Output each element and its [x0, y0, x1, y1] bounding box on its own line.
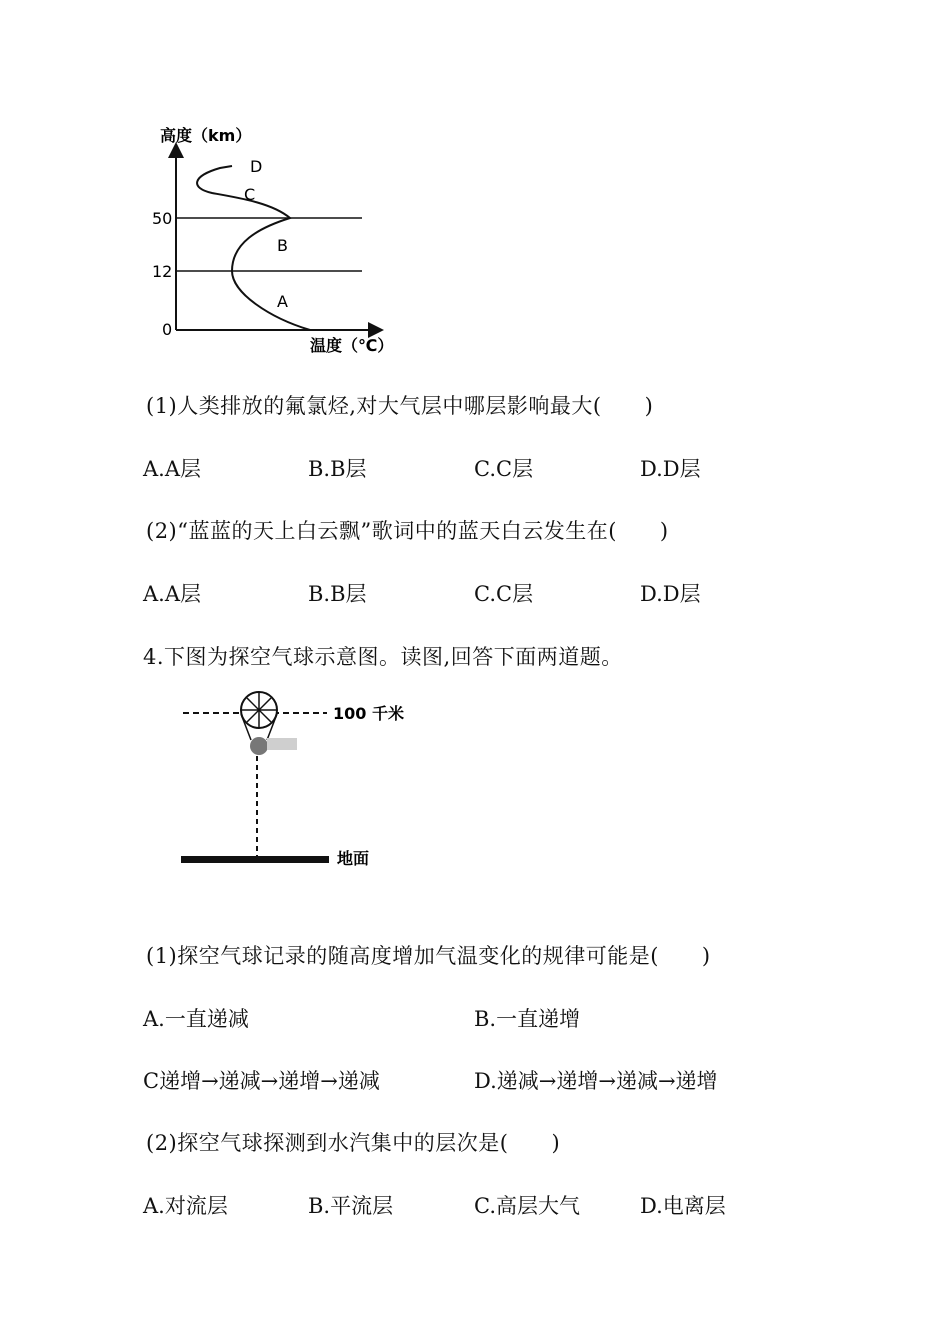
x-axis-label: 温度（℃） — [310, 336, 394, 355]
q3-1-option-d: D.D层 — [640, 457, 701, 481]
question-4-2-stem: (2)探空气球探测到水汽集中的层次是( ) — [146, 1131, 561, 1155]
sounding-balloon-diagram — [175, 688, 415, 873]
q3-1-option-b: B.B层 — [308, 457, 367, 481]
q4-1-option-a: A.一直递减 — [143, 1007, 249, 1031]
q3-1-option-c: C.C层 — [474, 457, 534, 481]
q3-2-option-a: A.A层 — [143, 582, 202, 606]
q3-2-option-c: C.C层 — [474, 582, 534, 606]
question-3-2-stem: (2)“蓝蓝的天上白云飘”歌词中的蓝天白云发生在( ) — [146, 519, 669, 543]
tick-label-0: 0 — [162, 320, 173, 339]
q3-2-option-d: D.D层 — [640, 582, 701, 606]
q4-1-option-c: C递增→递减→递增→递减 — [143, 1069, 380, 1093]
tick-label-50: 50 — [152, 209, 173, 228]
balloon-icon — [241, 692, 297, 755]
ground-label: 地面 — [337, 849, 370, 868]
question-4-intro: 4.下图为探空气球示意图。读图,回答下面两道题。 — [143, 645, 623, 669]
tick-label-12: 12 — [152, 262, 173, 281]
q4-2-option-c: C.高层大气 — [474, 1194, 580, 1218]
y-axis-label: 高度（km） — [160, 126, 252, 145]
layer-label-b: B — [277, 236, 288, 255]
atmosphere-temperature-diagram — [140, 118, 400, 363]
q3-2-option-b: B.B层 — [308, 582, 367, 606]
q4-2-option-a: A.对流层 — [143, 1194, 228, 1218]
layer-label-c: C — [244, 185, 256, 204]
layer-label-a: A — [277, 292, 288, 311]
q4-1-option-b: B.一直递增 — [474, 1007, 581, 1031]
q4-2-option-b: B.平流层 — [308, 1194, 394, 1218]
ground-surface — [181, 856, 329, 863]
question-4-1-stem: (1)探空气球记录的随高度增加气温变化的规律可能是( ) — [146, 944, 711, 968]
question-3-1-stem: (1)人类排放的氟氯烃,对大气层中哪层影响最大( ) — [146, 394, 654, 418]
q3-1-option-a: A.A层 — [143, 457, 202, 481]
q4-2-option-d: D.电离层 — [640, 1194, 726, 1218]
layer-label-d: D — [250, 157, 263, 176]
q4-1-option-d: D.递减→递增→递减→递增 — [474, 1069, 718, 1093]
altitude-label: 100 千米 — [333, 704, 404, 723]
